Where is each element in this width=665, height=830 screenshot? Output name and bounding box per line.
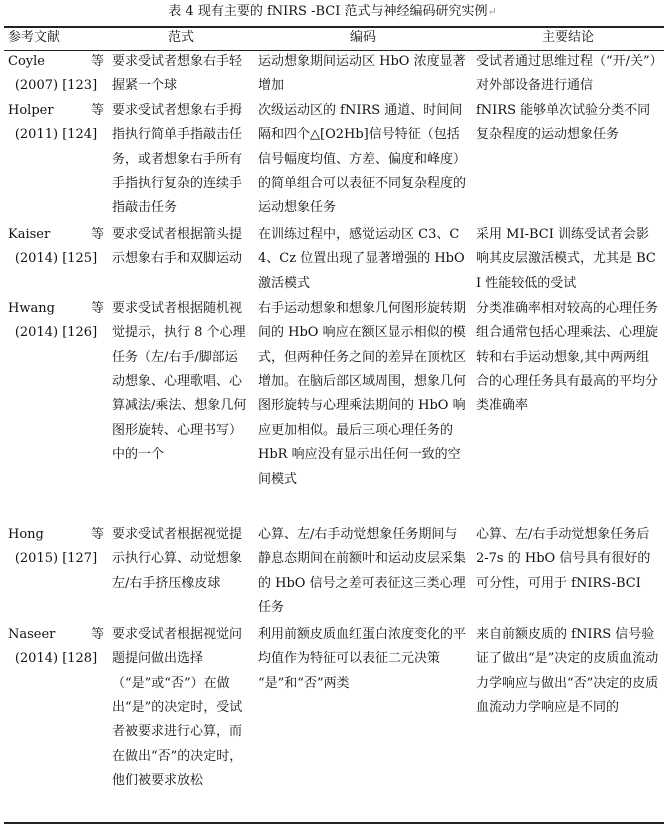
header-paradigm: 范式 [167,30,194,45]
author-label: Holper 等 [8,102,104,118]
table-row [4,50,664,99]
reference-cell [4,99,108,223]
paradigm-cell: 要求受试者根据视觉问题提问做出选择（“是”或“否”）在做出“是”的决定时，受试者被要求进行心算，而在做出“否”的决定时，他们被要求放松 [112,626,243,789]
coding-cell: 运动想象期间运动区 HbO 浓度显著增加 [258,54,466,94]
table-header-row [4,26,664,50]
citation-label: (2014) [126] [14,325,98,341]
citation-label: (2014) [128] [14,651,98,667]
conclusion-cell: 心算、左/右手动觉想象任务后 2-7s 的 HbO 信号具有很好的可分性，可用于 fNIRS-BCI [476,526,651,591]
citation-label: (2007) [123] [14,78,98,94]
coding-cell: 右手运动想象和想象几何图形旋转期间的 HbO 响应在额区显示相似的模式，但两种任务之间的差异在顶枕区增加。在脑后部区域周围，想象几何图形旋转与心理乘法期间的 HbO 响应更加相似。最后三项心理任务的 HbR 响应没有显示出任何一致的空间模式 [258,300,467,487]
reference-cell [4,297,108,523]
citation-label: (2015) [127] [14,551,98,567]
reference-cell [4,50,108,99]
coding-cell: 利用前额皮质血红蛋白浓度变化的平均值作为特征可以表征二元决策 “是”和“否”两类 [258,626,467,691]
author-label: Hong 等 [8,526,104,542]
conclusion-cell: fNIRS 能够单次试验分类不同复杂程度的运动想象任务 [476,102,651,143]
table-row [4,523,664,623]
paradigm-cell: 要求受试者想象右手拇指执行简单手指敲击任务，或者想象右手所有手指执行复杂的连续手指敲击任务 [112,102,243,216]
author-label: Naseer 等 [8,626,104,642]
coding-cell: 在训练过程中，感觉运动区 C3、C4、Cz 位置出现了显著增强的 HbO 激活模式 [258,226,465,291]
paradigm-cell: 要求受试者根据视觉提示执行心算、动觉想象左/右手挤压橡皮球 [112,526,243,591]
conclusion-cell: 受试者通过思维过程（“开/关”）对外部设备进行通信 [476,54,657,94]
coding-cell: 次级运动区的 fNIRS 通道、时间间隔和四个△[O2Hb]信号特征（包括信号幅度均值、方差、偏度和峰度）的简单组合可以表征不同复杂程度的运动想象任务 [258,102,467,216]
table-row [4,297,664,523]
fnirs-bci-table [4,26,664,823]
reference-cell [4,223,108,297]
author-label: Kaiser 等 [8,226,104,242]
header-coding: 编码 [349,30,376,45]
conclusion-cell: 采用 MI-BCI 训练受试者会影响其皮层激活模式，尤其是 BCI 性能较低的受试 [476,226,656,291]
header-reference: 参考文献 [8,30,61,45]
table-row [4,223,664,297]
paradigm-cell: 要求受试者想象右手轻握紧一个球 [112,54,243,94]
author-label: Hwang 等 [8,300,104,316]
conclusion-cell: 分类准确率相对较高的心理任务组合通常包括心理乘法、心理旋转和右手运动想象,其中两两组合的心理任务具有最高的平均分类准确率 [476,300,659,414]
table-caption [0,2,665,22]
caption-text: 表 4 现有主要的 fNIRS -BCI 范式与神经编码研究实例 [168,4,488,19]
reference-cell [4,523,108,623]
citation-label: (2014) [125] [14,251,98,267]
conclusion-cell: 来自前额皮质的 fNIRS 信号验证了做出“是”决定的皮质血流动力学响应与做出“否”决定的皮质血流动力学响应是不同的 [476,626,659,716]
author-label: Coyle 等 [8,54,104,69]
table-row [4,99,664,223]
header-conclusion: 主要结论 [541,30,594,45]
paradigm-cell: 要求受试者根据箭头提示想象右手和双脚运动 [112,226,243,267]
table-row [4,623,664,823]
coding-cell: 心算、左/右手动觉想象任务期间与静息态期间在前额叶和运动皮层采集的 HbO 信号之差可表征这三类心理任务 [258,526,467,616]
paragraph-mark-icon: ↵ [487,5,497,18]
citation-label: (2011) [124] [14,127,98,143]
paradigm-cell: 要求受试者根据随机视觉提示，执行 8 个心理任务（左/右手/脚部运动想象、心理歌唱、心算减法/乘法、想象几何图形旋转、心理书写）中的一个 [112,300,247,463]
reference-cell [4,623,108,823]
